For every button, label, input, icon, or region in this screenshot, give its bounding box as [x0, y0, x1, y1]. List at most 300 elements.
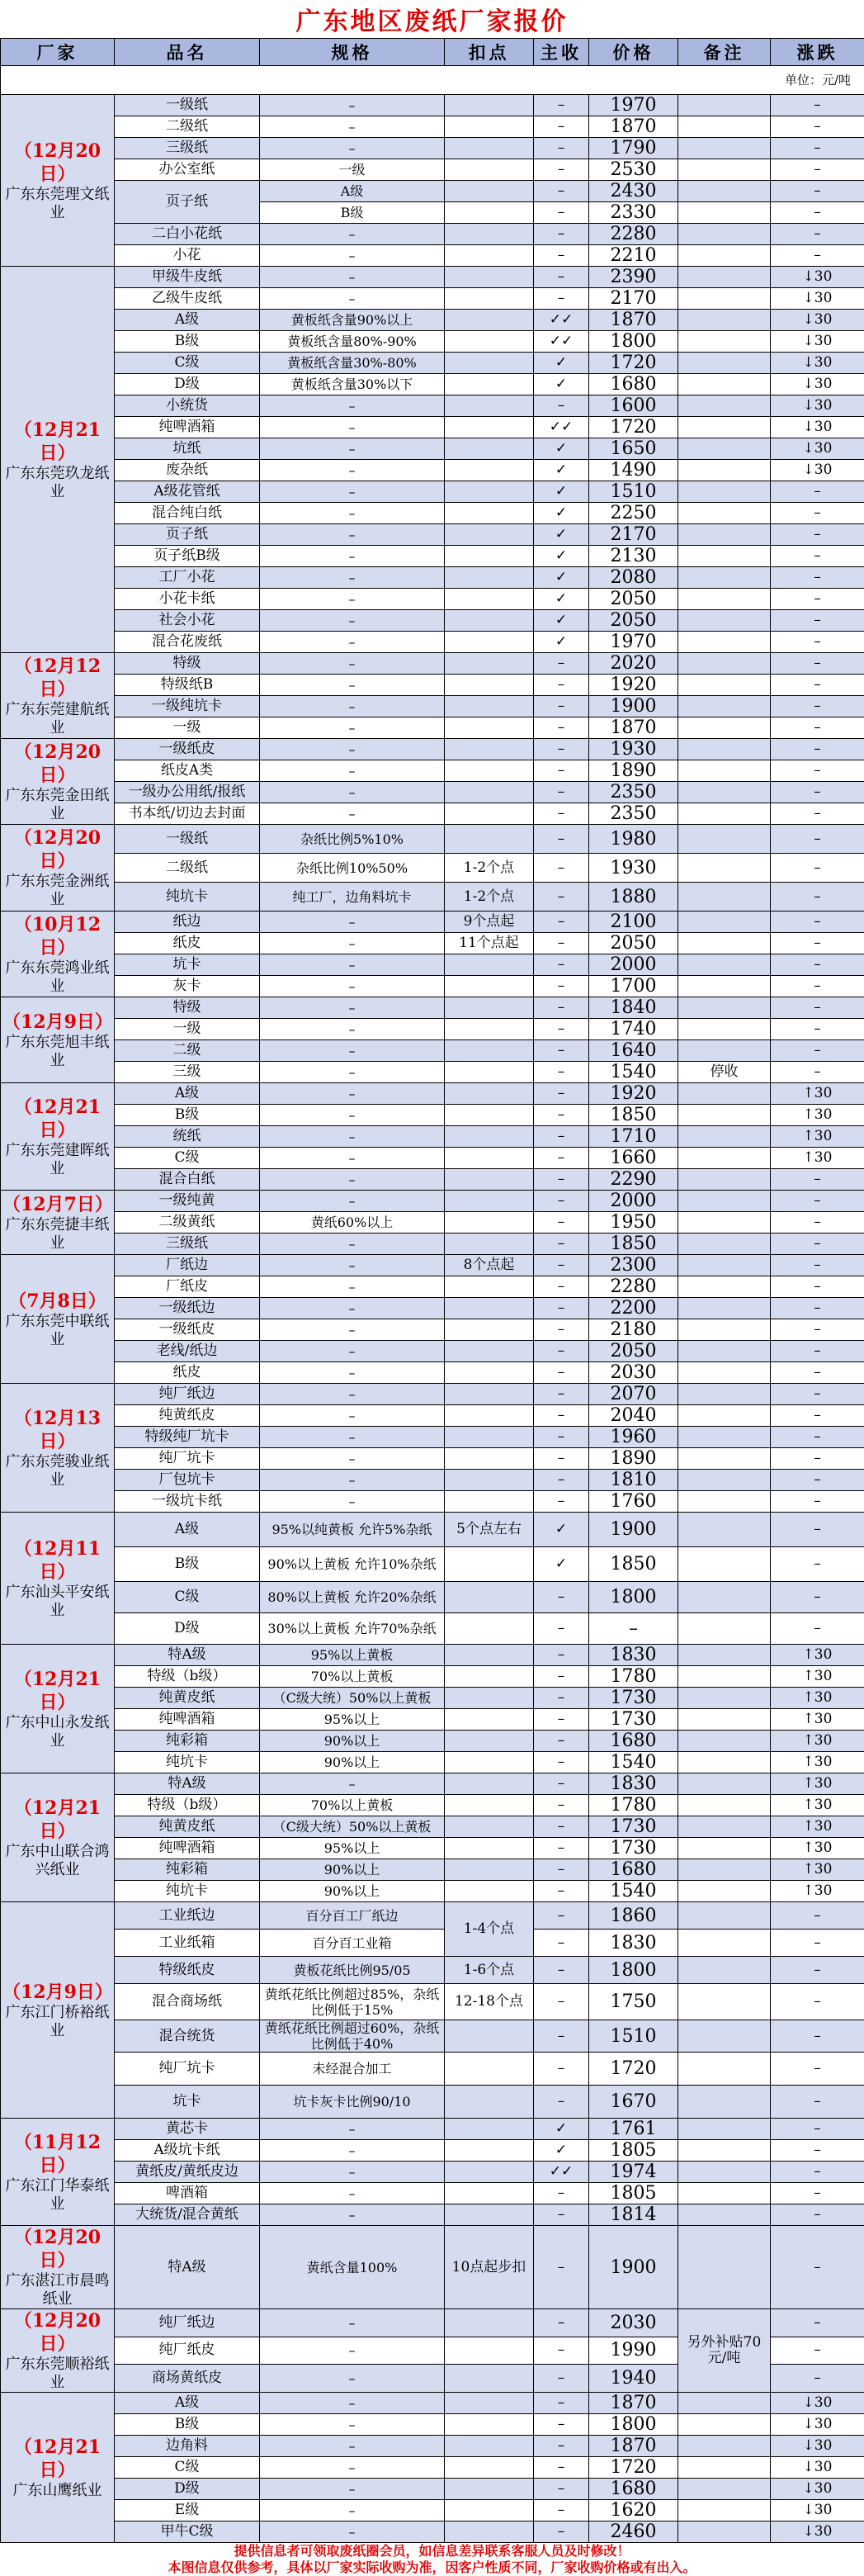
- company-cell: [1, 2119, 115, 2226]
- deduction-cell: [445, 782, 534, 803]
- price-cell: 2030: [589, 1362, 678, 1384]
- note-cell: [678, 1902, 771, 1930]
- company-name: 广东东莞金洲纸业: [2, 873, 112, 909]
- table-row: [1, 1040, 864, 1062]
- product-cell: 特级纸B: [115, 675, 260, 696]
- table-row: [1, 760, 864, 782]
- product-cell: 一级纸: [115, 825, 260, 854]
- deduction-cell: 1-2个点: [445, 854, 534, 883]
- main-buy-cell: –: [534, 1448, 589, 1470]
- deduction-cell: [445, 632, 534, 653]
- deduction-cell: [445, 976, 534, 997]
- note-cell: [678, 1752, 771, 1773]
- deduction-cell: 9个点起: [445, 912, 534, 933]
- price-cell: 1830: [589, 1645, 678, 1666]
- note-cell: [678, 1470, 771, 1491]
- note-cell: [678, 653, 771, 675]
- spec-cell: –: [260, 803, 445, 825]
- table-row: [1, 803, 864, 825]
- note-cell: [678, 2393, 771, 2414]
- company-cell: [1, 1191, 115, 1255]
- product-cell: 特级（b级）: [115, 1666, 260, 1688]
- note-cell: [678, 1930, 771, 1957]
- note-cell: [678, 2522, 771, 2543]
- change-cell: –: [771, 159, 864, 181]
- note-cell: [678, 696, 771, 717]
- company-name: 广东东莞理文纸业: [2, 186, 112, 222]
- deduction-cell: [445, 460, 534, 481]
- deduction-cell: [445, 1384, 534, 1405]
- note-cell: [678, 1384, 771, 1405]
- deduction-cell: [445, 1816, 534, 1838]
- table-row: [1, 1547, 864, 1582]
- company-cell: [1, 997, 115, 1083]
- spec-cell: –: [260, 1341, 445, 1362]
- main-buy-cell: ✓: [534, 1513, 589, 1547]
- deduction-cell: [445, 1547, 534, 1582]
- table-row: [1, 997, 864, 1019]
- price-cell: 1890: [589, 1448, 678, 1470]
- product-cell: 纸皮: [115, 1362, 260, 1384]
- change-cell: ↓30: [771, 374, 864, 395]
- table-row: [1, 181, 864, 202]
- price-cell: 1870: [589, 116, 678, 138]
- note-cell: [678, 1645, 771, 1666]
- change-cell: ↓30: [771, 460, 864, 481]
- table-row: [1, 1470, 864, 1491]
- note-cell: [678, 2414, 771, 2436]
- deduction-cell: [445, 2337, 534, 2365]
- spec-cell: –: [260, 675, 445, 696]
- main-buy-cell: –: [534, 1773, 589, 1795]
- spec-cell: –: [260, 1405, 445, 1427]
- spec-cell: –: [260, 245, 445, 267]
- change-cell: ↑30: [771, 1083, 864, 1105]
- product-cell: A级坑卡纸: [115, 2140, 260, 2162]
- table-row: [1, 1405, 864, 1427]
- table-row: [1, 1688, 864, 1709]
- price-cell: 2040: [589, 1405, 678, 1427]
- price-cell: 1814: [589, 2204, 678, 2226]
- product-cell: 三级纸: [115, 138, 260, 159]
- deduction-cell: [445, 2309, 534, 2337]
- price-cell: 1850: [589, 1234, 678, 1255]
- deduction-cell: [445, 1666, 534, 1688]
- change-cell: –: [771, 2226, 864, 2309]
- main-buy-cell: ✓: [534, 589, 589, 610]
- price-cell: 1760: [589, 1491, 678, 1513]
- note-cell: [678, 417, 771, 438]
- note-cell: [678, 1427, 771, 1448]
- change-cell: –: [771, 954, 864, 976]
- spec-cell: –: [260, 1773, 445, 1795]
- spec-cell: –: [260, 1470, 445, 1491]
- spec-cell: 黄板纸含量30%-80%: [260, 353, 445, 374]
- note-cell: [678, 632, 771, 653]
- price-cell: 1761: [589, 2119, 678, 2140]
- main-buy-cell: –: [534, 2226, 589, 2309]
- main-buy-cell: –: [534, 782, 589, 803]
- spec-cell: 纯工厂，边角料坑卡: [260, 883, 445, 912]
- spec-cell: –: [260, 2393, 445, 2414]
- change-cell: –: [771, 546, 864, 567]
- main-buy-cell: –: [534, 2020, 589, 2053]
- price-cell: 1900: [589, 2226, 678, 2309]
- note-cell: [678, 1405, 771, 1427]
- note-cell: [678, 1234, 771, 1255]
- main-buy-cell: –: [534, 2365, 589, 2393]
- table-row: [1, 933, 864, 954]
- deduction-cell: [445, 1859, 534, 1881]
- table-row: [1, 1902, 864, 1930]
- main-buy-cell: –: [534, 653, 589, 675]
- deduction-cell: [445, 1105, 534, 1126]
- deduction-cell: [445, 1838, 534, 1859]
- deduction-cell: [445, 803, 534, 825]
- price-cell: 1680: [589, 1859, 678, 1881]
- price-cell: 1670: [589, 2086, 678, 2119]
- deduction-cell: [445, 546, 534, 567]
- change-cell: –: [771, 1341, 864, 1362]
- spec-cell: –: [260, 782, 445, 803]
- price-cell: 1710: [589, 1126, 678, 1148]
- company-name: 广东东莞建晖纸业: [2, 1142, 112, 1178]
- company-cell: [1, 1902, 115, 2119]
- change-cell: –: [771, 1470, 864, 1491]
- change-cell: ↓30: [771, 438, 864, 460]
- table-row: [1, 1105, 864, 1126]
- company-name: 广东东莞鸿业纸业: [2, 959, 112, 996]
- product-cell: 混合统货: [115, 2020, 260, 2053]
- note-cell: [678, 1083, 771, 1105]
- company-date: （12月21日）: [2, 2436, 112, 2482]
- change-cell: –: [771, 2183, 864, 2204]
- col-header-spec: 规格: [260, 39, 445, 66]
- main-buy-cell: –: [534, 1384, 589, 1405]
- main-buy-cell: –: [534, 2479, 589, 2500]
- price-cell: 1990: [589, 2337, 678, 2365]
- price-cell: 1720: [589, 417, 678, 438]
- main-buy-cell: ✓: [534, 503, 589, 524]
- main-buy-cell: –: [534, 1666, 589, 1688]
- note-cell: [678, 1276, 771, 1298]
- table-row: [1, 883, 864, 912]
- spec-cell: –: [260, 632, 445, 653]
- main-buy-cell: –: [534, 883, 589, 912]
- deduction-cell: 10点起步扣: [445, 2226, 534, 2309]
- product-cell: 一级纸皮: [115, 1319, 260, 1341]
- price-cell: 2130: [589, 546, 678, 567]
- table-row: [1, 138, 864, 159]
- price-cell: 1930: [589, 739, 678, 760]
- product-cell: 混合白纸: [115, 1169, 260, 1191]
- table-row: [1, 1816, 864, 1838]
- deduction-cell: [445, 1405, 534, 1427]
- product-cell: 啤酒箱: [115, 2183, 260, 2204]
- note-cell: [678, 954, 771, 976]
- note-cell: [678, 1709, 771, 1731]
- table-row: [1, 374, 864, 395]
- deduction-cell: [445, 2436, 534, 2457]
- product-cell: 纯啤酒箱: [115, 1709, 260, 1731]
- note-cell: [678, 116, 771, 138]
- spec-cell: –: [260, 2140, 445, 2162]
- table-row: [1, 159, 864, 181]
- col-header-deduction: 扣点: [445, 39, 534, 66]
- main-buy-cell: –: [534, 2086, 589, 2119]
- spec-cell: 90%以上: [260, 1731, 445, 1752]
- product-cell: B级: [115, 331, 260, 353]
- change-cell: –: [771, 481, 864, 503]
- main-buy-cell: –: [534, 976, 589, 997]
- table-row: [1, 1859, 864, 1881]
- price-cell: 1805: [589, 2183, 678, 2204]
- price-cell: 1920: [589, 675, 678, 696]
- note-cell: [678, 1613, 771, 1645]
- note-cell: [678, 1513, 771, 1547]
- main-buy-cell: –: [534, 159, 589, 181]
- change-cell: –: [771, 503, 864, 524]
- deduction-cell: [445, 1319, 534, 1341]
- deduction-cell: 8个点起: [445, 1255, 534, 1276]
- note-cell: [678, 1666, 771, 1688]
- table-row: [1, 1148, 864, 1169]
- change-cell: –: [771, 2140, 864, 2162]
- price-cell: 2000: [589, 954, 678, 976]
- product-cell: 混合纯白纸: [115, 503, 260, 524]
- price-cell: 1880: [589, 883, 678, 912]
- main-buy-cell: ✓✓: [534, 417, 589, 438]
- table-row: [1, 310, 864, 331]
- change-cell: –: [771, 245, 864, 267]
- price-cell: 1640: [589, 1040, 678, 1062]
- spec-cell: –: [260, 138, 445, 159]
- company-name: 广东东莞骏业纸业: [2, 1453, 112, 1489]
- main-buy-cell: –: [534, 95, 589, 116]
- product-cell: 特级纯厂坑卡: [115, 1427, 260, 1448]
- spec-cell: 95%以上: [260, 1838, 445, 1859]
- spec-cell: –: [260, 1148, 445, 1169]
- product-cell: A级花管纸: [115, 481, 260, 503]
- main-buy-cell: –: [534, 1470, 589, 1491]
- price-cell: 1730: [589, 1816, 678, 1838]
- table-row: [1, 2436, 864, 2457]
- main-buy-cell: ✓✓: [534, 310, 589, 331]
- change-cell: –: [771, 803, 864, 825]
- note-cell: [678, 1582, 771, 1613]
- deduction-cell: [445, 395, 534, 417]
- price-cell: 1620: [589, 2500, 678, 2522]
- change-cell: –: [771, 1191, 864, 1212]
- spec-cell: –: [260, 1083, 445, 1105]
- change-cell: –: [771, 2309, 864, 2337]
- col-header-change: 涨跌: [771, 39, 864, 66]
- table-row: [1, 245, 864, 267]
- deduction-cell: [445, 95, 534, 116]
- deduction-cell: [445, 2414, 534, 2436]
- company-cell: [1, 2393, 115, 2543]
- spec-cell: –: [260, 546, 445, 567]
- note-cell: [678, 138, 771, 159]
- main-buy-cell: –: [534, 1319, 589, 1341]
- deduction-cell: [445, 2162, 534, 2183]
- main-buy-cell: –: [534, 2183, 589, 2204]
- price-cell: 1650: [589, 438, 678, 460]
- table-row: [1, 1169, 864, 1191]
- note-cell: [678, 1838, 771, 1859]
- spec-cell: 黄纸花纸比例超过60%，杂纸比例低于40%: [260, 2020, 445, 2053]
- spec-cell: 未经混合加工: [260, 2053, 445, 2086]
- price-cell: 1490: [589, 460, 678, 481]
- change-cell: –: [771, 1405, 864, 1427]
- product-cell: 三级纸: [115, 1234, 260, 1255]
- product-cell: 一级纯坑卡: [115, 696, 260, 717]
- note-cell: [678, 1126, 771, 1148]
- product-cell: 小统货: [115, 395, 260, 417]
- deduction-cell: [445, 503, 534, 524]
- table-row: [1, 2522, 864, 2543]
- spec-cell: –: [260, 503, 445, 524]
- price-cell: 1930: [589, 854, 678, 883]
- change-cell: ↑30: [771, 1731, 864, 1752]
- main-buy-cell: –: [534, 181, 589, 202]
- main-buy-cell: –: [534, 1859, 589, 1881]
- company-name: 广东东莞顺裕纸业: [2, 2356, 112, 2392]
- table-row: [1, 976, 864, 997]
- note-cell: [678, 503, 771, 524]
- spec-cell: –: [260, 438, 445, 460]
- spec-cell: –: [260, 760, 445, 782]
- note-cell: [678, 524, 771, 546]
- spec-cell: –: [260, 267, 445, 288]
- company-date: （12月20日）: [2, 826, 112, 873]
- product-cell: 坑纸: [115, 438, 260, 460]
- product-cell: 老线/纸边: [115, 1341, 260, 1362]
- note-cell: [678, 717, 771, 739]
- note-cell: [678, 1816, 771, 1838]
- table-row: [1, 1276, 864, 1298]
- product-cell: 一级: [115, 1019, 260, 1040]
- deduction-cell: [445, 610, 534, 632]
- change-cell: ↑30: [771, 1105, 864, 1126]
- table-row: [1, 2393, 864, 2414]
- table-row: [1, 1234, 864, 1255]
- product-cell: 特级纸皮: [115, 1957, 260, 1984]
- price-cell: 1960: [589, 1427, 678, 1448]
- product-cell: 一级纸: [115, 95, 260, 116]
- table-row: [1, 1427, 864, 1448]
- price-cell: 1800: [589, 1582, 678, 1613]
- product-cell: 乙级牛皮纸: [115, 288, 260, 310]
- main-buy-cell: ✓: [534, 2119, 589, 2140]
- deduction-cell: [445, 1148, 534, 1169]
- change-cell: ↓30: [771, 2479, 864, 2500]
- price-cell: 1660: [589, 1148, 678, 1169]
- main-buy-cell: ✓: [534, 546, 589, 567]
- change-cell: –: [771, 589, 864, 610]
- deduction-cell: [445, 1040, 534, 1062]
- note-cell: [678, 331, 771, 353]
- main-buy-cell: –: [534, 1019, 589, 1040]
- spec-cell: –: [260, 2119, 445, 2140]
- main-buy-cell: –: [534, 954, 589, 976]
- change-cell: –: [771, 1448, 864, 1470]
- table-row: [1, 632, 864, 653]
- product-cell: 一级办公用纸/报纸: [115, 782, 260, 803]
- note-cell: [678, 2119, 771, 2140]
- note-cell: [678, 1019, 771, 1040]
- price-cell: 2020: [589, 653, 678, 675]
- main-buy-cell: –: [534, 1427, 589, 1448]
- product-cell: 坑卡: [115, 954, 260, 976]
- note-cell: [678, 1984, 771, 2020]
- change-cell: ↓30: [771, 2457, 864, 2479]
- spec-cell: –: [260, 2479, 445, 2500]
- note-cell: [678, 1795, 771, 1816]
- spec-cell: 80%以上黄板 允许20%杂纸: [260, 1582, 445, 1613]
- product-cell: A级: [115, 2393, 260, 2414]
- price-cell: 1750: [589, 1984, 678, 2020]
- price-cell: 1540: [589, 1881, 678, 1902]
- price-cell: 1890: [589, 760, 678, 782]
- spec-cell: 30%以上黄板 允许70%杂纸: [260, 1613, 445, 1645]
- change-cell: ↓30: [771, 2500, 864, 2522]
- deduction-cell: [445, 1341, 534, 1362]
- price-cell: 1830: [589, 1930, 678, 1957]
- deduction-cell: [445, 1773, 534, 1795]
- product-cell: 纯厂纸边: [115, 2309, 260, 2337]
- price-cell: 2050: [589, 933, 678, 954]
- deduction-cell: [445, 2500, 534, 2522]
- price-cell: 2350: [589, 803, 678, 825]
- company-name: 广东东莞中联纸业: [2, 1313, 112, 1349]
- note-cell: [678, 481, 771, 503]
- change-cell: ↓30: [771, 2414, 864, 2436]
- company-cell: [1, 1773, 115, 1902]
- col-header-main-buy: 主收: [534, 39, 589, 66]
- table-row: [1, 854, 864, 883]
- product-cell: 页子纸: [115, 181, 260, 224]
- change-cell: –: [771, 1957, 864, 1984]
- product-cell: 统纸: [115, 1126, 260, 1148]
- company-name: 广东山鹰纸业: [2, 2482, 112, 2500]
- note-cell: [678, 224, 771, 245]
- main-buy-cell: –: [534, 395, 589, 417]
- product-cell: 特A级: [115, 1773, 260, 1795]
- product-cell: 工厂小花: [115, 567, 260, 589]
- table-row: [1, 1773, 864, 1795]
- main-buy-cell: –: [534, 2393, 589, 2414]
- spec-cell: 黄纸花纸比例超过85%，杂纸比例低于15%: [260, 1984, 445, 2020]
- table-row: [1, 610, 864, 632]
- spec-cell: –: [260, 717, 445, 739]
- spec-cell: –: [260, 1384, 445, 1405]
- deduction-cell: [445, 1298, 534, 1319]
- deduction-cell: [445, 589, 534, 610]
- note-cell: [678, 1688, 771, 1709]
- change-cell: –: [771, 116, 864, 138]
- product-cell: 纯坑卡: [115, 1752, 260, 1773]
- deduction-cell: [445, 267, 534, 288]
- product-cell: 纸边: [115, 912, 260, 933]
- change-cell: –: [771, 997, 864, 1019]
- main-buy-cell: –: [534, 1613, 589, 1645]
- price-cell: 1740: [589, 1019, 678, 1040]
- spec-cell: –: [260, 116, 445, 138]
- product-cell: D级: [115, 1613, 260, 1645]
- note-cell: [678, 374, 771, 395]
- company-name: 广东东莞捷丰纸业: [2, 1216, 112, 1252]
